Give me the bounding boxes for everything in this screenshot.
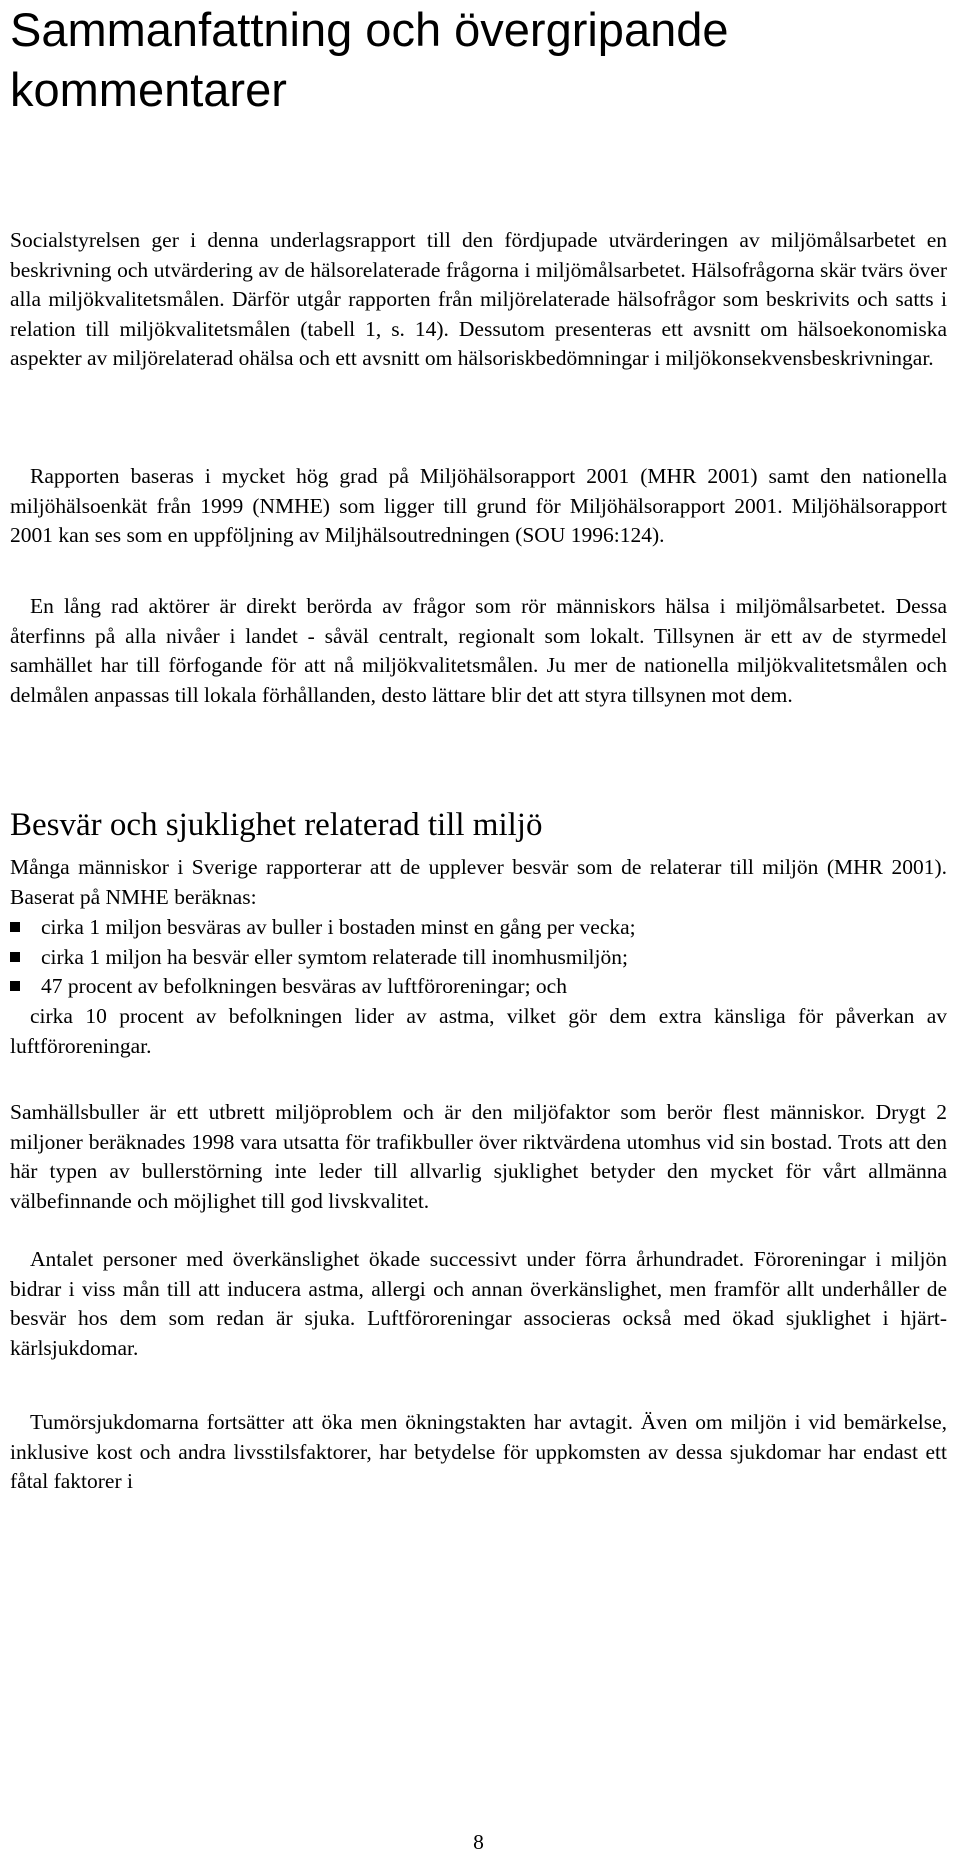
bullet-text: cirka 1 miljon ha besvär eller symtom relaterade till inomhusmiljön; — [41, 944, 628, 969]
bullet-square-icon — [10, 981, 20, 991]
list-item — [10, 943, 947, 973]
tumor-paragraph: Tumörsjukdomarna fortsätter att öka men ökningstakten har avtagit. Även om miljön i vid bemärkelse, inklusive kost och andra livsstilsfaktorer, har betydelse för uppkomsten av dessa sjukdomar har endast ett fåtal faktorer i — [10, 1410, 947, 1493]
section-intro-paragraph: Många människor i Sverige rapporterar att de upplever besvär som de relaterar till miljön (MHR 2001). Baserat på NMHE beräknas: — [10, 855, 947, 909]
section-heading: Besvär och sjuklighet relaterad till miljö — [10, 807, 543, 843]
page-title: Sammanfattning och övergripande kommentarer — [10, 3, 729, 116]
list-item — [10, 913, 947, 943]
bullet-list — [10, 913, 947, 1002]
page-number: 8 — [473, 1830, 484, 1854]
hypersensitivity-paragraph: Antalet personer med överkänslighet ökade successivt under förra århundradet. Föroreningar i miljön bidrar i viss mån till att inducera astma, allergi och annan överkänslighet, men framför allt underhåller de besvär hos dem som redan är sjuka. Luftföroreningar associeras också med ökad sjuklighet i hjärt-kärlsjukdomar. — [10, 1247, 947, 1360]
noise-paragraph: Samhällsbuller är ett utbrett miljöproblem och är den miljöfaktor som berör flest människor. Drygt 2 miljoner beräknades 1998 vara utsatta för trafikbuller över riktvärdena utomhus vid sin bostad. Trots att den här typen av bullerstörning inte leder till allvarlig sjuklighet betyder den mycket för vårt allmänna välbefinnande och möjlighet till god livskvalitet. — [10, 1100, 947, 1213]
bullet-continuation-paragraph: cirka 10 procent av befolkningen lider av astma, vilket gör dem extra känsliga för påverkan av luftföroreningar. — [10, 1004, 947, 1058]
bullet-text: 47 procent av befolkningen besväras av luftföroreningar; och — [41, 974, 567, 998]
intro-paragraph: Socialstyrelsen ger i denna underlagsrapport till den fördjupade utvärderingen av miljömålsarbetet en beskrivning och utvärdering av de hälsorelaterade frågorna i miljömålsarbetet. Hälsofrågorna skär tvärs över alla miljökvalitetsmålen. Därför utgår rapporten från miljörelaterade hälsofrågor som beskrivits och satts i relation till miljökvalitetsmålen (tabell 1, s. 14). Dessutom presenteras ett avsnitt om hälsoekonomiska aspekter av miljörelaterad ohälsa och ett avsnitt om hälsoriskbedömningar i miljökonsekvensbeskrivningar. — [10, 228, 947, 370]
actors-paragraph: En lång rad aktörer är direkt berörda av frågor som rör människors hälsa i miljömålsarbetet. Dessa återfinns på alla nivåer i landet - såväl centralt, regionalt som lokalt. Tillsynen är ett av de styrmedel samhället har till förfogande för att nå miljökvalitetsmålen. Ju mer de nationella miljökvalitetsmålen och delmålen anpassas till lokala förhållanden, desto lättare blir det att styra tillsynen mot dem. — [10, 594, 947, 707]
list-item — [10, 972, 947, 1002]
bullet-text: cirka 1 miljon besväras av buller i bostaden minst en gång per vecka; — [41, 915, 636, 939]
bullet-square-icon — [10, 952, 20, 962]
bullet-square-icon — [10, 922, 20, 932]
report-paragraph: Rapporten baseras i mycket hög grad på Miljöhälsorapport 2001 (MHR 2001) samt den nationella miljöhälsoenkät från 1999 (NMHE) som ligger till grund för Miljöhälsorapport 2001. Miljöhälsorapport 2001 kan ses som en uppföljning av Miljhälsoutredningen (SOU 1996:124). — [10, 464, 947, 547]
